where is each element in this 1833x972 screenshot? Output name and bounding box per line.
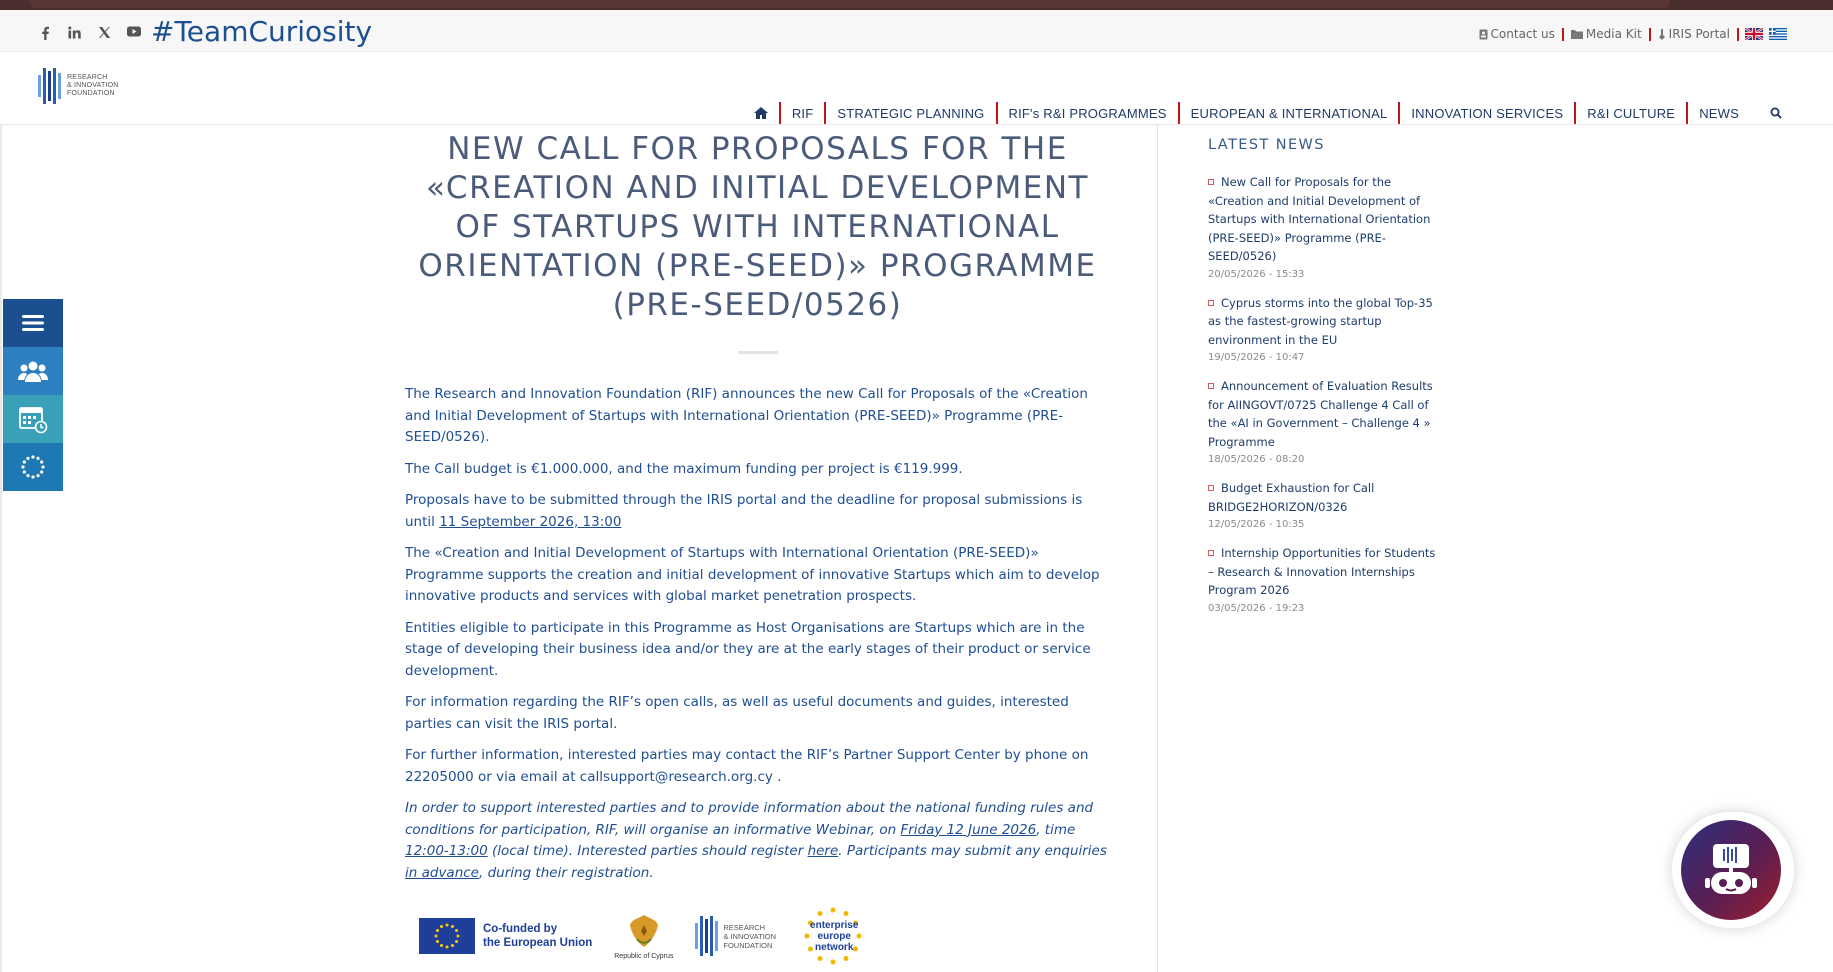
top-links bbox=[1472, 27, 1787, 41]
news-item-title[interactable]: New Call for Proposals for the «Creation and Initial Development of Startups with International Orientation (PRE-SEED)» Programme (PRE-SEED/0526) bbox=[1208, 175, 1431, 263]
rif-logo[interactable] bbox=[38, 68, 119, 104]
nav-ri-programmes[interactable]: RIF's R&I PROGRAMMES bbox=[1008, 105, 1167, 121]
webinar-text: , during their registration. bbox=[479, 864, 654, 881]
star-mark bbox=[40, 460, 43, 463]
iris-portal-link[interactable] bbox=[1651, 27, 1737, 41]
main-navigation bbox=[743, 102, 1793, 124]
rif-logo-text bbox=[67, 74, 119, 98]
nav-european-international[interactable]: EUROPEAN & INTERNATIONAL bbox=[1190, 105, 1388, 121]
news-item-title-row bbox=[1208, 377, 1438, 451]
funding-logos bbox=[405, 906, 1110, 966]
news-item-title[interactable]: Internship Opportunities for Students – Research & Innovation Internships Program 2026 bbox=[1208, 546, 1436, 597]
star-mark bbox=[36, 474, 39, 477]
news-bullet-icon bbox=[1208, 179, 1214, 185]
logo-line-1: RESEARCH bbox=[67, 74, 108, 81]
quick-calendar-button[interactable] bbox=[3, 395, 63, 443]
news-item-title-row bbox=[1208, 294, 1438, 350]
floating-quick-menu bbox=[3, 299, 63, 491]
home-icon bbox=[754, 107, 768, 119]
star-mark bbox=[31, 455, 34, 458]
latest-news-sidebar bbox=[1208, 137, 1438, 628]
logo-line-3: FOUNDATION bbox=[67, 90, 115, 97]
chatbot-button[interactable] bbox=[1681, 820, 1781, 920]
contact-us-label: Contact us bbox=[1490, 27, 1555, 41]
star-mark bbox=[457, 935, 460, 938]
star-mark bbox=[26, 457, 29, 460]
star-mark bbox=[40, 470, 43, 473]
deadline-text: Proposals have to be submitted through the IRIS portal and the deadline for proposal submissions is until bbox=[405, 492, 1083, 530]
webinar-text: , time bbox=[1036, 821, 1076, 838]
star-mark bbox=[831, 908, 836, 913]
quick-users-button[interactable] bbox=[3, 347, 63, 395]
webinar-paragraph bbox=[405, 798, 1110, 884]
rif-footer-logo-text: RESEARCH & INNOVATION FOUNDATION bbox=[723, 922, 777, 950]
article-paragraph: Entities eligible to participate in this Programme as Host Organisations are Startups which are in the stage of developing their business idea and/or they are at the early stages of their product or service development. bbox=[405, 619, 1091, 679]
article-paragraph: The Research and Innovation Foundation (RIF) announces the new Call for Proposals of the «Creation and Initial Development of Startups with International Orientation (PRE-SEED)» Programme (PRE-SEED/0526). bbox=[405, 386, 1088, 445]
nav-news[interactable]: NEWS bbox=[1699, 105, 1739, 121]
article-title: NEW CALL FOR PROPOSALS FOR THE «CREATION AND INITIAL DEVELOPMENT OF STARTUPS WITH INTERNATIONAL ORIENTATION (PRE-SEED)» PROGRAMME (PRE-SEED/0526) bbox=[418, 131, 1097, 323]
star-mark bbox=[23, 460, 26, 463]
users-icon bbox=[18, 360, 48, 382]
rif-footer-logo bbox=[695, 916, 776, 956]
news-item[interactable] bbox=[1208, 173, 1438, 280]
news-bullet-icon bbox=[1208, 550, 1214, 556]
latest-news-heading: LATEST NEWS bbox=[1208, 137, 1325, 153]
facebook-icon[interactable] bbox=[40, 26, 50, 44]
star-mark bbox=[844, 956, 849, 961]
article-paragraph: For further information, interested parties may contact the RIF’s Partner Support Center by phone on 22205000 or via email at callsupport@research.org.cy . bbox=[405, 747, 1089, 785]
news-item[interactable] bbox=[1208, 544, 1438, 614]
media-kit-label: Media Kit bbox=[1585, 27, 1642, 41]
nav-ri-culture[interactable]: R&I CULTURE bbox=[1587, 105, 1676, 121]
rif-logo-mark bbox=[38, 68, 61, 104]
star-mark bbox=[805, 934, 810, 939]
x-icon[interactable] bbox=[98, 26, 111, 43]
news-bullet-icon bbox=[1208, 300, 1214, 306]
star-mark bbox=[455, 940, 458, 943]
site-header bbox=[0, 52, 1833, 125]
eu-cofunded-logo bbox=[419, 918, 592, 954]
star-mark bbox=[446, 924, 449, 927]
top-link-separator bbox=[1737, 28, 1739, 41]
star-mark bbox=[435, 935, 438, 938]
article-paragraph: The «Creation and Initial Development of Startups with International Orientation (PRE-SEED)» Programme supports the creation and initial development of innovative Startups which aim to develop innovative products and services with global market penetration prospects. bbox=[405, 545, 1100, 604]
news-item-title-row bbox=[1208, 544, 1438, 600]
greek-flag-icon[interactable] bbox=[1769, 28, 1787, 40]
linkedin-icon[interactable] bbox=[68, 26, 81, 43]
rif-footer-logo-mark bbox=[695, 916, 718, 956]
star-mark bbox=[455, 929, 458, 932]
star-mark bbox=[436, 940, 439, 943]
webinar-text: (local time). Interested parties should register bbox=[487, 843, 808, 859]
nav-search[interactable] bbox=[1750, 102, 1793, 124]
deadline-link[interactable]: 11 September 2026, 13:00 bbox=[439, 513, 622, 530]
article-paragraph: For information regarding the RIF’s open calls, as well as useful documents and guides, interested parties can visit the IRIS portal. bbox=[405, 694, 1069, 732]
youtube-icon[interactable] bbox=[127, 26, 141, 41]
star-mark bbox=[440, 944, 443, 947]
menu-icon bbox=[22, 314, 44, 332]
calendar-icon bbox=[18, 404, 48, 434]
star-mark bbox=[818, 956, 823, 961]
star-mark bbox=[844, 911, 849, 916]
star-mark bbox=[31, 475, 34, 478]
search-icon bbox=[1770, 107, 1782, 119]
news-item[interactable] bbox=[1208, 377, 1438, 465]
article-paragraph bbox=[405, 490, 1110, 533]
star-mark bbox=[831, 960, 836, 965]
article-content bbox=[405, 130, 1110, 966]
eu-cofunded-text: Co-funded by the European Union bbox=[483, 923, 593, 949]
nav-rif[interactable]: RIF bbox=[791, 105, 814, 121]
star-mark bbox=[451, 925, 454, 928]
article-paragraph: The Call budget is €1.000.000, and the maximum funding per project is €119.999. bbox=[405, 460, 963, 477]
chatbot-launcher[interactable] bbox=[1672, 812, 1794, 928]
cyprus-emblem-icon bbox=[625, 913, 663, 951]
nav-innovation-services[interactable]: INNOVATION SERVICES bbox=[1411, 105, 1564, 121]
news-item-title[interactable]: Cyprus storms into the global Top-35 as the fastest-growing startup environment in the EU bbox=[1208, 295, 1433, 347]
team-curiosity-hashtag[interactable]: #TeamCuriosity bbox=[151, 15, 373, 48]
nav-home[interactable] bbox=[743, 102, 779, 124]
star-mark bbox=[26, 474, 29, 477]
news-item-title[interactable]: Announcement of Evaluation Results for AIINGOVT/0725 Challenge 4 Call of the «AI in Government – Challenge 4 » Programme bbox=[1208, 379, 1433, 449]
browser-top-strip bbox=[0, 0, 1833, 10]
nav-strategic-planning[interactable]: STRATEGIC PLANNING bbox=[837, 105, 985, 121]
page-left-border bbox=[0, 125, 2, 972]
eu-stars-icon bbox=[18, 452, 48, 482]
news-item-date: 03/05/2026 - 19:23 bbox=[1208, 602, 1305, 614]
news-item-date: 18/05/2026 - 08:20 bbox=[1208, 454, 1305, 465]
news-bullet-icon bbox=[1208, 485, 1214, 491]
een-logo bbox=[798, 906, 868, 966]
sidebar-divider bbox=[1157, 125, 1158, 972]
star-mark bbox=[451, 944, 454, 947]
eu-flag-icon bbox=[419, 918, 475, 954]
title-divider bbox=[738, 351, 778, 354]
cyprus-republic-text: Republic of Cyprus bbox=[614, 952, 674, 960]
star-mark bbox=[21, 465, 24, 468]
top-utility-bar bbox=[0, 10, 1833, 52]
webinar-text: . Participants may submit any enquiries bbox=[838, 843, 1107, 859]
news-item-date: 19/05/2026 - 10:47 bbox=[1208, 352, 1305, 363]
webinar-date-link[interactable]: Friday 12 June 2026 bbox=[900, 821, 1037, 838]
news-item-title-row bbox=[1208, 173, 1438, 266]
contact-icon bbox=[1479, 29, 1488, 40]
news-item[interactable] bbox=[1208, 294, 1438, 364]
news-item-date: 12/05/2026 - 10:35 bbox=[1208, 519, 1305, 530]
quick-eu-button[interactable] bbox=[3, 443, 63, 491]
register-here-link[interactable]: here bbox=[807, 843, 839, 859]
webinar-time-link[interactable]: 12:00-13:00 bbox=[405, 843, 488, 859]
news-item-title-row bbox=[1208, 479, 1438, 516]
iris-portal-label: IRIS Portal bbox=[1668, 27, 1730, 41]
star-mark bbox=[440, 925, 443, 928]
quick-menu-button[interactable] bbox=[3, 299, 63, 347]
uk-flag-icon[interactable] bbox=[1745, 28, 1763, 40]
star-mark bbox=[41, 465, 44, 468]
contact-us-link[interactable] bbox=[1472, 27, 1562, 41]
media-kit-link[interactable] bbox=[1564, 27, 1649, 41]
een-logo-text: enterprise europe network bbox=[810, 920, 859, 953]
browser-top-strip-inner bbox=[30, 0, 1670, 8]
news-item[interactable] bbox=[1208, 479, 1438, 530]
star-mark bbox=[436, 929, 439, 932]
news-item-date: 20/05/2026 - 15:33 bbox=[1208, 268, 1305, 280]
folder-icon bbox=[1571, 29, 1583, 39]
logo-line-2: & INNOVATION bbox=[67, 82, 119, 89]
cyprus-republic-logo bbox=[614, 913, 673, 960]
star-mark bbox=[23, 470, 26, 473]
news-item-title[interactable]: Budget Exhaustion for Call BRIDGE2HORIZON/0326 bbox=[1208, 481, 1375, 514]
star-mark bbox=[446, 946, 449, 949]
star-mark bbox=[818, 911, 823, 916]
webinar-text: In order to support interested parties and to provide information about the national funding rules and conditions for participation, RIF, will organise an informative Webinar, on bbox=[405, 800, 1094, 838]
news-bullet-icon bbox=[1208, 383, 1214, 389]
link-icon bbox=[1658, 29, 1666, 40]
in-advance-link[interactable]: in advance bbox=[405, 864, 479, 881]
star-mark bbox=[36, 457, 39, 460]
chatbot-robot-icon bbox=[1699, 838, 1763, 902]
